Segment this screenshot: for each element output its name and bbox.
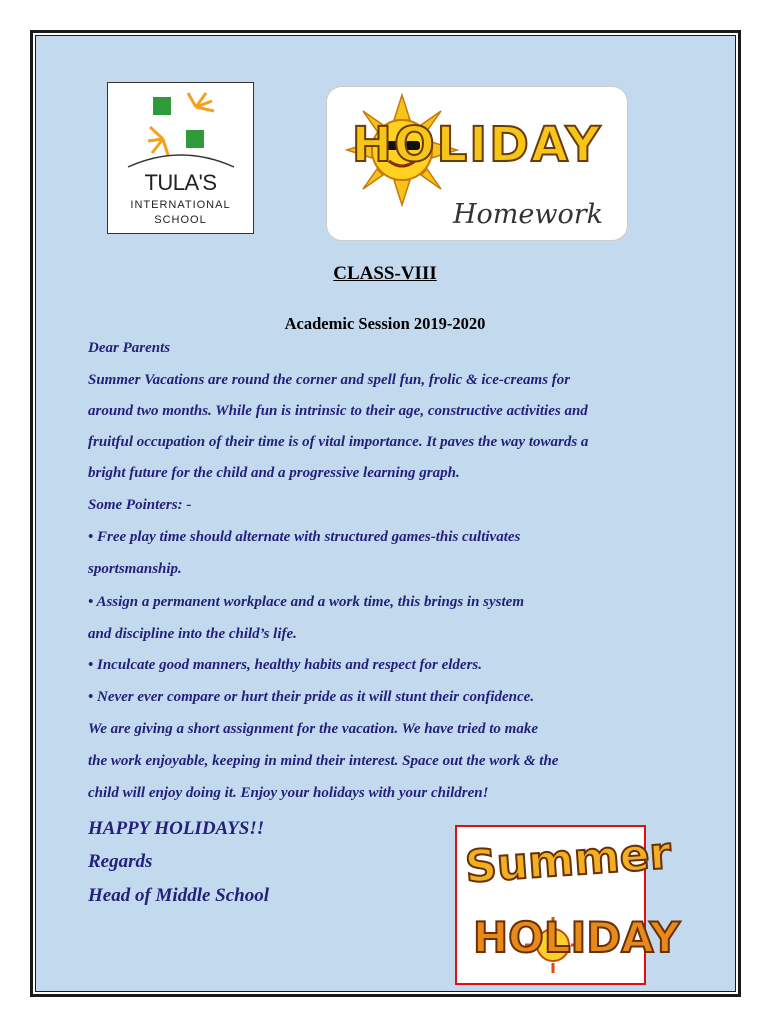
salutation: Dear Parents: [88, 340, 171, 356]
paragraph-line: bright future for the child and a progressive learning graph.: [88, 465, 460, 481]
pointer-item: • Never ever compare or hurt their pride as it will stunt their confidence.: [88, 689, 535, 705]
school-subtitle-1: INTERNATIONAL: [130, 199, 231, 211]
pointers-heading: Some Pointers: -: [88, 497, 192, 513]
school-logo: [107, 82, 254, 234]
happy-holidays: HAPPY HOLIDAYS!!: [88, 818, 265, 839]
holiday-word: HOLIDAY: [473, 913, 681, 962]
pointer-item: • Assign a permanent workplace and a work time, this brings in system: [88, 594, 525, 610]
banner-subtitle: Homework: [452, 199, 603, 230]
summer-holiday-clipart: [455, 825, 681, 985]
academic-session: Academic Session 2019-2020: [284, 314, 486, 333]
pointer-item: • Free play time should alternate with structured games-this cultivates: [88, 529, 521, 545]
class-title: CLASS-VIII: [333, 263, 437, 284]
regards: Regards: [88, 851, 153, 872]
pointer-item: • Inculcate good manners, healthy habits and respect for elders.: [88, 657, 483, 673]
paragraph-line: fruitful occupation of their time is of vital importance. It paves the way towards a: [88, 434, 589, 450]
paragraph-line: We are giving a short assignment for the vacation. We have tried to make: [88, 721, 538, 737]
paragraph-line: the work enjoyable, keeping in mind their interest. Space out the work & the: [88, 753, 559, 769]
banner-title: HOLIDAY: [351, 117, 603, 173]
paragraph-line: around two months. While fun is intrinsic to their age, constructive activities and: [88, 403, 588, 419]
summer-word: Summer: [463, 827, 673, 894]
school-emblem-icon: [108, 83, 255, 173]
pointer-item-cont: sportsmanship.: [88, 561, 182, 577]
paragraph-line: child will enjoy doing it. Enjoy your holidays with your children!: [88, 785, 489, 801]
paragraph-line: Summer Vacations are round the corner and spell fun, frolic & ice-creams for: [88, 372, 571, 388]
school-name: TULA'S: [144, 170, 217, 195]
school-subtitle-2: SCHOOL: [154, 214, 207, 226]
pointer-item-cont: and discipline into the child’s life.: [88, 626, 297, 642]
holiday-homework-banner: [326, 86, 628, 241]
signature-title: Head of Middle School: [88, 885, 270, 906]
